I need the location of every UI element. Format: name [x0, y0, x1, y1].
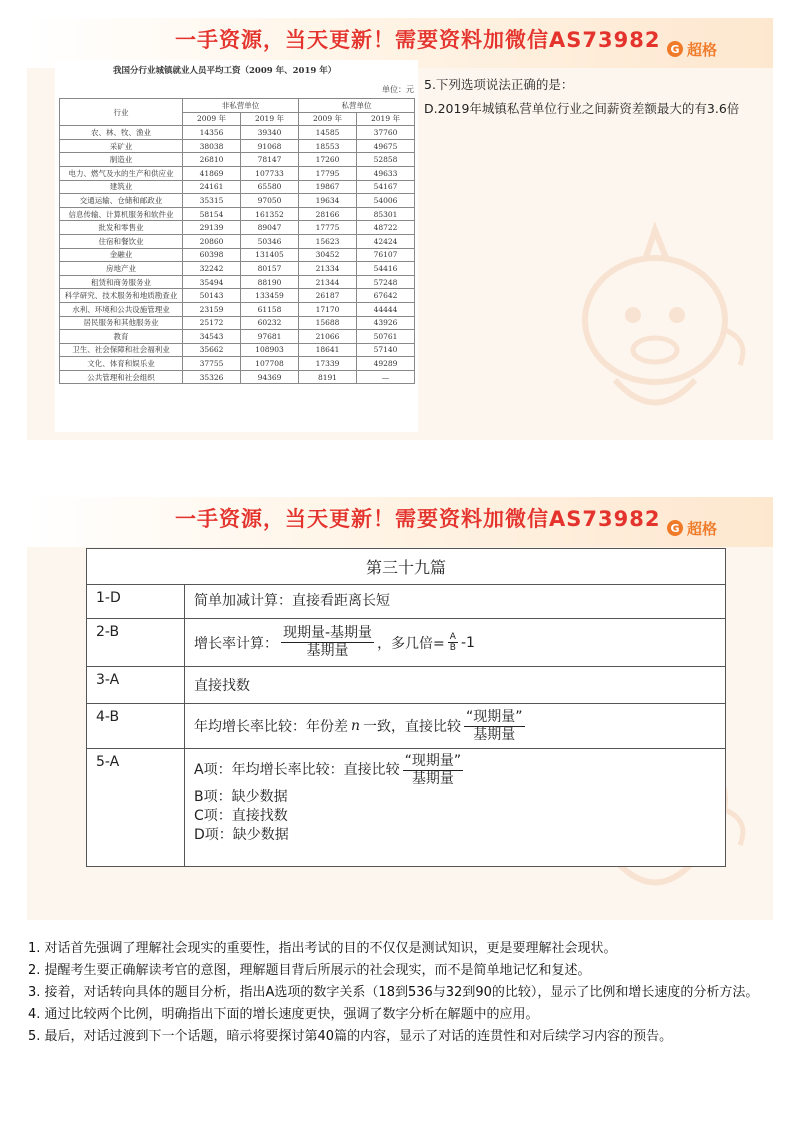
- col-header-private: 私营单位: [299, 99, 415, 113]
- banner-text: 一手资源，当天更新！需要资料加微信AS73982: [175, 28, 661, 52]
- answer-table-title: 第三十九篇: [87, 549, 725, 585]
- wage-table-image: [55, 60, 418, 432]
- table-row: [60, 289, 415, 303]
- wage-cell: 21344: [299, 275, 357, 289]
- table-row: [60, 221, 415, 235]
- industry-cell: 制造业: [60, 153, 183, 167]
- summary-item: 1. 对话首先强调了理解社会现实的重要性，指出考试的目的不仅仅是测试知识，更是要理解社会现状。: [28, 941, 617, 956]
- industry-cell: 采矿业: [60, 139, 183, 153]
- industry-cell: 居民服务和其他服务业: [60, 316, 183, 330]
- table-row: [60, 302, 415, 316]
- answer-explanation: [185, 619, 725, 666]
- fraction-denominator: 基期量: [306, 643, 349, 659]
- wage-cell: 42424: [357, 234, 415, 248]
- wage-cell: 54416: [357, 262, 415, 276]
- wage-cell: 8191: [299, 370, 357, 384]
- wage-cell: 35315: [183, 194, 241, 208]
- logo-text: 超格: [687, 40, 718, 59]
- wage-cell: 37760: [357, 126, 415, 140]
- wage-cell: 15688: [299, 316, 357, 330]
- wage-cell: 67642: [357, 289, 415, 303]
- table-row: [60, 234, 415, 248]
- wage-cell: —: [357, 370, 415, 384]
- table-row: [60, 343, 415, 357]
- wage-cell: 17339: [299, 357, 357, 371]
- table-row: [60, 166, 415, 180]
- table-row: [60, 316, 415, 330]
- wage-cell: 17795: [299, 166, 357, 180]
- industry-cell: 金融业: [60, 248, 183, 262]
- wage-cell: 29139: [183, 221, 241, 235]
- wage-cell: 18553: [299, 139, 357, 153]
- wage-cell: 34543: [183, 330, 241, 344]
- wage-cell: 94369: [241, 370, 299, 384]
- industry-cell: 住宿和餐饮业: [60, 234, 183, 248]
- answer-table: [86, 548, 726, 867]
- wage-cell: 161352: [241, 207, 299, 221]
- industry-cell: 文化、体育和娱乐业: [60, 357, 183, 371]
- industry-cell: 教育: [60, 330, 183, 344]
- answer-explanation: 直接找数: [194, 678, 250, 694]
- col-header-year: 2009 年: [183, 112, 241, 126]
- wage-cell: 25172: [183, 316, 241, 330]
- answer-text: 增长率计算：: [194, 635, 278, 652]
- wage-cell: 133459: [241, 289, 299, 303]
- fraction: [281, 625, 374, 660]
- wage-cell: 35662: [183, 343, 241, 357]
- table-row: [60, 139, 415, 153]
- answer-row: [87, 749, 725, 866]
- wage-cell: 44444: [357, 302, 415, 316]
- industry-cell: 交通运输、仓储和邮政业: [60, 194, 183, 208]
- logo-mark-icon: G: [667, 520, 683, 536]
- wage-cell: 50761: [357, 330, 415, 344]
- logo-mark-icon: G: [667, 41, 683, 57]
- wage-cell: 38038: [183, 139, 241, 153]
- answer-row: [87, 585, 725, 619]
- wage-table-unit: 单位：元: [382, 85, 414, 94]
- answer-explanation: [185, 749, 725, 866]
- table-row: [60, 275, 415, 289]
- col-header-nonprivate: 非私营单位: [183, 99, 299, 113]
- wage-cell: 26187: [299, 289, 357, 303]
- wage-table: [59, 98, 415, 384]
- col-header-industry: 行业: [60, 99, 183, 126]
- question-title: 5.下列选项说法正确的是：: [424, 77, 574, 92]
- industry-cell: 科学研究、技术服务和地质勘查业: [60, 289, 183, 303]
- answer-number: 2-B: [87, 619, 185, 666]
- wage-cell: 76107: [357, 248, 415, 262]
- wage-cell: 107708: [241, 357, 299, 371]
- answer-row: [87, 704, 725, 749]
- table-row: [60, 357, 415, 371]
- fraction: [403, 753, 464, 788]
- industry-cell: 农、林、牧、渔业: [60, 126, 183, 140]
- wage-cell: 88190: [241, 275, 299, 289]
- wage-cell: 21334: [299, 262, 357, 276]
- wage-cell: 49633: [357, 166, 415, 180]
- summary-item: 2. 提醒考生要正确解读考官的意图，理解题目背后所展示的社会现实，而不是简单地记忆和复述。: [28, 963, 591, 978]
- wage-cell: 19867: [299, 180, 357, 194]
- answer-line: [194, 753, 725, 788]
- table-row: [60, 194, 415, 208]
- logo-text: 超格: [687, 519, 718, 538]
- wage-cell: 49675: [357, 139, 415, 153]
- answer-number: 5-A: [87, 749, 185, 866]
- wage-cell: 50143: [183, 289, 241, 303]
- wage-cell: 14585: [299, 126, 357, 140]
- answer-text: ，多几倍=: [377, 635, 445, 652]
- wage-cell: 28166: [299, 207, 357, 221]
- slide-panel-1: [27, 18, 773, 440]
- answer-row: [87, 667, 725, 704]
- wage-cell: 41869: [183, 166, 241, 180]
- wage-cell: 54006: [357, 194, 415, 208]
- variable-n: n: [351, 718, 361, 734]
- wage-cell: 35326: [183, 370, 241, 384]
- question-block: [424, 73, 764, 121]
- table-row: [60, 248, 415, 262]
- wage-cell: 85301: [357, 207, 415, 221]
- col-header-year: 2019 年: [241, 112, 299, 126]
- industry-cell: 建筑业: [60, 180, 183, 194]
- wage-cell: 43926: [357, 316, 415, 330]
- wage-table-body: [60, 126, 415, 384]
- wage-cell: 60232: [241, 316, 299, 330]
- mascot-watermark-icon: [555, 210, 755, 430]
- wage-cell: 17260: [299, 153, 357, 167]
- wage-cell: 21066: [299, 330, 357, 344]
- industry-cell: 批发和零售业: [60, 221, 183, 235]
- wage-cell: 20860: [183, 234, 241, 248]
- table-row: [60, 262, 415, 276]
- answer-explanation: 简单加减计算：直接看距离长短: [194, 593, 390, 609]
- answer-number: 1-D: [87, 585, 185, 618]
- answer-line: B项：缺少数据: [194, 789, 288, 805]
- answer-row: [87, 619, 725, 667]
- wage-cell: 78147: [241, 153, 299, 167]
- wage-cell: 57140: [357, 343, 415, 357]
- wage-cell: 19634: [299, 194, 357, 208]
- answer-number: 4-B: [87, 704, 185, 748]
- fraction-numerator: A: [449, 632, 456, 642]
- industry-cell: 水利、环境和公共设施管理业: [60, 302, 183, 316]
- fraction: [448, 632, 458, 653]
- fraction-numerator: “现期量”: [466, 708, 523, 725]
- col-header-year: 2019 年: [357, 112, 415, 126]
- brand-logo: [667, 38, 717, 60]
- wage-cell: 14356: [183, 126, 241, 140]
- brand-logo: [667, 517, 717, 539]
- banner-text: 一手资源，当天更新！需要资料加微信AS73982: [175, 507, 661, 531]
- wage-cell: 49289: [357, 357, 415, 371]
- answer-line: D项：缺少数据: [194, 827, 289, 843]
- wage-cell: 17170: [299, 302, 357, 316]
- industry-cell: 房地产业: [60, 262, 183, 276]
- fraction-denominator: 基期量: [473, 726, 516, 743]
- wage-cell: 54167: [357, 180, 415, 194]
- table-row: [60, 370, 415, 384]
- answer-line: C项：直接找数: [194, 808, 288, 824]
- wage-cell: 57248: [357, 275, 415, 289]
- slide-panel-2: [27, 497, 773, 920]
- fraction-denominator: B: [449, 643, 456, 653]
- wage-cell: 37755: [183, 357, 241, 371]
- wage-cell: 97050: [241, 194, 299, 208]
- table-row: [60, 180, 415, 194]
- table-row: [60, 126, 415, 140]
- wage-cell: 18641: [299, 343, 357, 357]
- wage-cell: 32242: [183, 262, 241, 276]
- answer-text: -1: [460, 634, 475, 651]
- wage-cell: 65580: [241, 180, 299, 194]
- summary-item: 3. 接着，对话转向具体的题目分析，指出A选项的数字关系（18到536与32到90的比较），显示了比例和增长速度的分析方法。: [28, 985, 759, 1000]
- wage-cell: 97681: [241, 330, 299, 344]
- answer-explanation: [185, 704, 725, 748]
- wage-cell: 24161: [183, 180, 241, 194]
- promo-banner: [27, 497, 773, 547]
- answer-text: 一致，直接比较: [363, 719, 462, 735]
- wage-cell: 131405: [241, 248, 299, 262]
- fraction-numerator: “现期量”: [404, 753, 462, 769]
- wage-cell: 35494: [183, 275, 241, 289]
- wage-cell: 26810: [183, 153, 241, 167]
- answer-text: A项：年均增长率比较：直接比较: [194, 762, 400, 778]
- question-option-d: D.2019年城镇私营单位行业之间薪资差额最大的有3.6倍: [424, 101, 740, 116]
- wage-cell: 48722: [357, 221, 415, 235]
- table-row: [60, 153, 415, 167]
- wage-cell: 89047: [241, 221, 299, 235]
- fraction-numerator: 现期量-基期量: [283, 625, 373, 641]
- industry-cell: 卫生、社会保障和社会福利业: [60, 343, 183, 357]
- industry-cell: 信息传输、计算机服务和软件业: [60, 207, 183, 221]
- fraction-denominator: 基期量: [411, 771, 454, 787]
- fraction: [464, 709, 525, 744]
- wage-cell: 52858: [357, 153, 415, 167]
- answer-number: 3-A: [87, 667, 185, 703]
- wage-cell: 17775: [299, 221, 357, 235]
- wage-cell: 91068: [241, 139, 299, 153]
- wage-cell: 61158: [241, 302, 299, 316]
- wage-cell: 80157: [241, 262, 299, 276]
- wage-table-title: 我国分行业城镇就业人员平均工资（2009 年、2019 年）: [113, 66, 337, 76]
- wage-cell: 50346: [241, 234, 299, 248]
- wage-cell: 39340: [241, 126, 299, 140]
- summary-list: [28, 938, 773, 1048]
- wage-cell: 15623: [299, 234, 357, 248]
- col-header-year: 2009 年: [299, 112, 357, 126]
- summary-item: 5. 最后，对话过渡到下一个话题，暗示将要探讨第40篇的内容，显示了对话的连贯性和对后续学习内容的预告。: [28, 1029, 673, 1044]
- table-row: [60, 207, 415, 221]
- wage-cell: 60398: [183, 248, 241, 262]
- wage-cell: 23159: [183, 302, 241, 316]
- answer-text: 年均增长率比较：年份差: [194, 719, 348, 735]
- industry-cell: 租赁和商务服务业: [60, 275, 183, 289]
- wage-cell: 108903: [241, 343, 299, 357]
- wage-cell: 30452: [299, 248, 357, 262]
- industry-cell: 电力、燃气及水的生产和供应业: [60, 166, 183, 180]
- wage-cell: 107733: [241, 166, 299, 180]
- summary-item: 4. 通过比较两个比例，明确指出下面的增长速度更快，强调了数字分析在解题中的应用。: [28, 1007, 539, 1022]
- wage-cell: 58154: [183, 207, 241, 221]
- table-row: [60, 330, 415, 344]
- industry-cell: 公共管理和社会组织: [60, 370, 183, 384]
